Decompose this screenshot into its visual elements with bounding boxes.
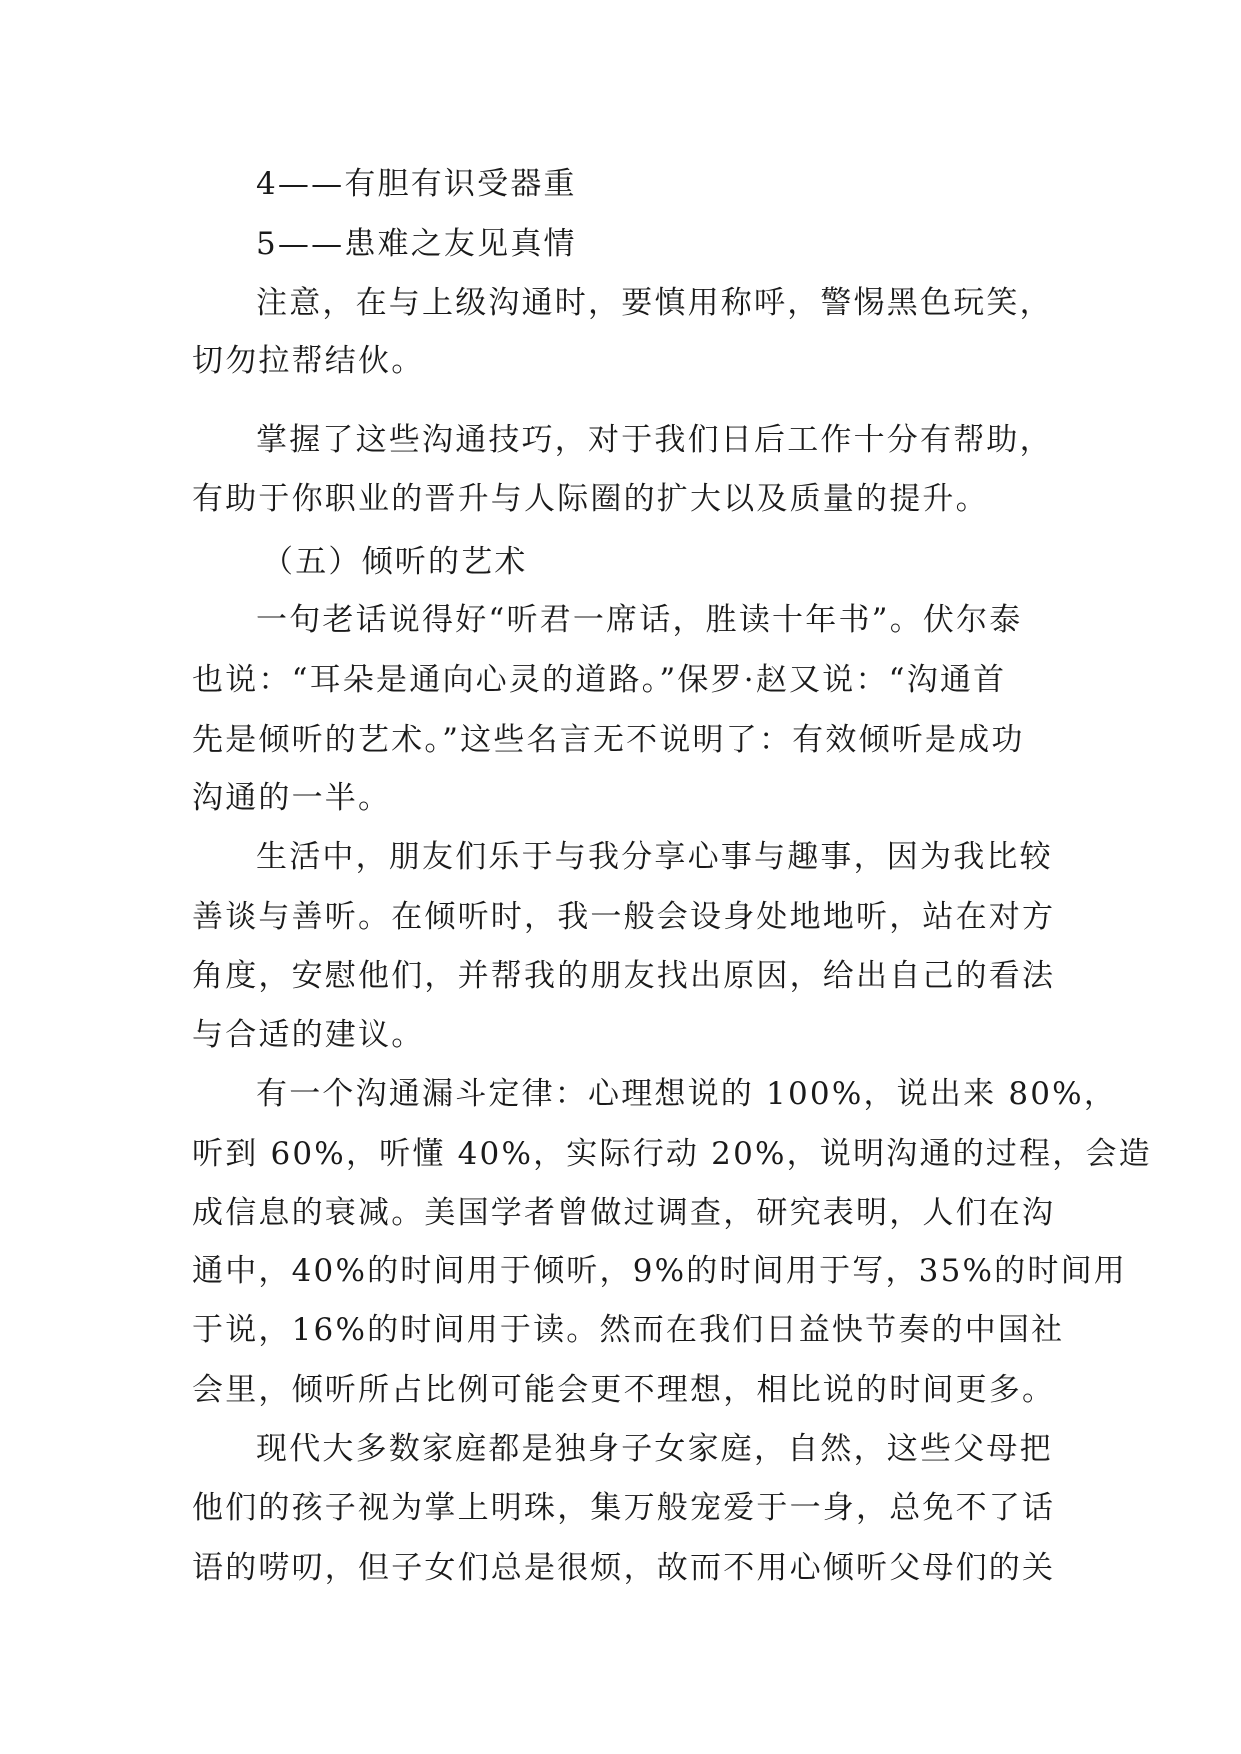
paragraph-line: 角度，安慰他们，并帮我的朋友找出原因，给出自己的看法: [192, 958, 1056, 994]
paragraph-line: 切勿拉帮结伙。: [192, 343, 425, 379]
paragraph-line: 会里，倾听所占比例可能会更不理想，相比说的时间更多。: [192, 1372, 1056, 1408]
section-heading: （五）倾听的艺术: [262, 544, 528, 580]
paragraph-line: 注意，在与上级沟通时，要慎用称呼，警惕黑色玩笑，: [256, 285, 1053, 321]
paragraph-line: 成信息的衰减。美国学者曾做过调查，研究表明，人们在沟: [192, 1195, 1056, 1231]
paragraph-line: 善谈与善听。在倾听时，我一般会设身处地地听，站在对方: [192, 899, 1056, 935]
paragraph-line: 语的唠叨，但子女们总是很烦，故而不用心倾听父母们的关: [192, 1550, 1056, 1586]
paragraph-line: 掌握了这些沟通技巧，对于我们日后工作十分有帮助，: [256, 422, 1053, 458]
list-line-4: 4——有胆有识受器重: [256, 166, 577, 202]
paragraph-line: 一句老话说得好“听君一席话，胜读十年书”。伏尔泰: [256, 602, 1023, 638]
paragraph-line: 有助于你职业的晋升与人际圈的扩大以及质量的提升。: [192, 481, 989, 517]
list-line-5: 5——患难之友见真情: [256, 226, 577, 262]
paragraph-line: 生活中，朋友们乐于与我分享心事与趣事，因为我比较: [256, 839, 1053, 875]
paragraph-line: 与合适的建议。: [192, 1017, 425, 1053]
paragraph-line: 沟通的一半。: [192, 780, 392, 816]
paragraph-line: 通中，40%的时间用于倾听，9%的时间用于写，35%的时间用: [192, 1253, 1127, 1289]
paragraph-line: 他们的孩子视为掌上明珠，集万般宠爱于一身，总免不了话: [192, 1490, 1056, 1526]
paragraph-line: 也说：“耳朵是通向心灵的道路。”保罗·赵又说：“沟通首: [192, 662, 1007, 698]
paragraph-line: 有一个沟通漏斗定律：心理想说的 100%，说出来 80%，: [256, 1076, 1118, 1112]
paragraph-line: 先是倾听的艺术。”这些名言无不说明了：有效倾听是成功: [192, 722, 1025, 758]
paragraph-line: 听到 60%，听懂 40%，实际行动 20%，说明沟通的过程，会造: [192, 1136, 1152, 1172]
paragraph-line: 于说，16%的时间用于读。然而在我们日益快节奏的中国社: [192, 1312, 1065, 1348]
paragraph-line: 现代大多数家庭都是独身子女家庭，自然，这些父母把: [256, 1431, 1053, 1467]
